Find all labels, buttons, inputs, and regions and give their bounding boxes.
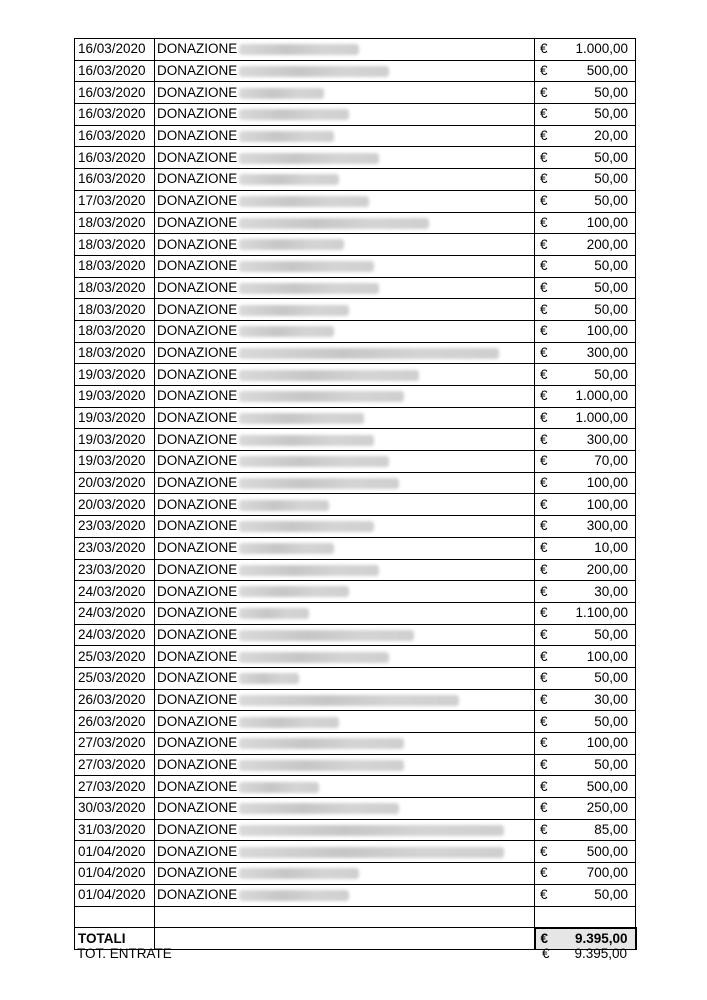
redacted-donor-name [239,131,334,142]
amount-cell: 700,00 [555,863,636,885]
table-row [75,147,636,169]
tot-entrate-currency: € [542,946,550,961]
currency-cell: € [535,711,555,733]
amount-cell: 50,00 [555,884,636,906]
currency-cell: € [535,884,555,906]
table-row [75,711,636,733]
blank-cell [75,906,155,928]
date-cell: 16/03/2020 [75,169,155,191]
table-row [75,342,636,364]
redacted-donor-name [239,847,504,858]
table-row [75,364,636,386]
donation-type: DONAZIONE [157,583,238,599]
currency-cell: € [535,624,555,646]
redacted-donor-name [239,261,374,272]
table-row [75,255,636,277]
currency-cell: € [535,646,555,668]
donation-type: DONAZIONE [157,279,238,295]
amount-cell: 50,00 [555,255,636,277]
donation-type: DONAZIONE [157,670,238,686]
redacted-donor-name [239,630,414,641]
date-cell: 18/03/2020 [75,277,155,299]
table-row [75,125,636,147]
description-cell [155,299,535,321]
redacted-donor-name [239,88,324,99]
table-row [75,581,636,603]
currency-cell: € [535,364,555,386]
table-row [75,819,636,841]
amount-cell: 1.000,00 [555,386,636,408]
redacted-donor-name [239,782,319,793]
description-cell [155,234,535,256]
table-row [75,169,636,191]
date-cell: 27/03/2020 [75,733,155,755]
amount-cell: 50,00 [555,147,636,169]
donation-type: DONAZIONE [157,475,238,491]
table-row [75,104,636,126]
tot-entrate-amount: 9.395,00 [574,946,627,961]
description-cell [155,451,535,473]
table-row [75,82,636,104]
donation-type: DONAZIONE [157,128,238,144]
redacted-donor-name [239,760,404,771]
description-cell [155,104,535,126]
date-cell: 24/03/2020 [75,602,155,624]
description-cell [155,212,535,234]
date-cell: 18/03/2020 [75,212,155,234]
redacted-donor-name [239,456,389,467]
currency-cell: € [535,147,555,169]
currency-cell: € [535,494,555,516]
description-cell [155,754,535,776]
amount-cell: 30,00 [555,689,636,711]
currency-cell: € [535,841,555,863]
donation-type: DONAZIONE [157,757,238,773]
currency-cell: € [535,299,555,321]
date-cell: 16/03/2020 [75,60,155,82]
currency-cell: € [535,82,555,104]
redacted-donor-name [239,500,329,511]
currency-cell: € [535,798,555,820]
table-row [75,798,636,820]
donation-type: DONAZIONE [157,800,238,816]
table-row [75,776,636,798]
currency-cell: € [535,559,555,581]
table-row [75,277,636,299]
date-cell: 16/03/2020 [75,104,155,126]
donation-type: DONAZIONE [157,887,238,903]
redacted-donor-name [239,391,404,402]
currency-cell: € [535,169,555,191]
date-cell: 20/03/2020 [75,494,155,516]
redacted-donor-name [239,825,504,836]
donation-type: DONAZIONE [157,214,238,230]
amount-cell: 50,00 [555,82,636,104]
description-cell [155,494,535,516]
table-row [75,60,636,82]
table-row [75,407,636,429]
table-row [75,386,636,408]
redacted-donor-name [239,174,339,185]
table-row [75,602,636,624]
amount-cell: 50,00 [555,364,636,386]
description-cell [155,364,535,386]
description-cell [155,667,535,689]
redacted-donor-name [239,868,359,879]
date-cell: 01/04/2020 [75,841,155,863]
redacted-donor-name [239,109,349,120]
totals-amount: 9.395,00 [555,928,636,950]
donation-type: DONAZIONE [157,431,238,447]
date-cell: 16/03/2020 [75,125,155,147]
redacted-donor-name [239,153,379,164]
donation-type: DONAZIONE [157,63,238,79]
blank-cell [535,906,555,928]
date-cell: 26/03/2020 [75,711,155,733]
date-cell: 23/03/2020 [75,516,155,538]
description-cell [155,537,535,559]
date-cell: 16/03/2020 [75,147,155,169]
currency-cell: € [535,602,555,624]
donation-type: DONAZIONE [157,735,238,751]
amount-cell: 1.000,00 [555,39,636,61]
amount-cell: 300,00 [555,429,636,451]
blank-cell [555,906,636,928]
description-cell [155,277,535,299]
date-cell: 01/04/2020 [75,884,155,906]
currency-cell: € [535,125,555,147]
donation-type: DONAZIONE [157,822,238,838]
description-cell [155,147,535,169]
redacted-donor-name [239,413,364,424]
redacted-donor-name [239,44,359,55]
redacted-donor-name [239,521,374,532]
date-cell: 18/03/2020 [75,320,155,342]
amount-cell: 30,00 [555,581,636,603]
donation-type: DONAZIONE [157,236,238,252]
description-cell [155,125,535,147]
amount-cell: 50,00 [555,277,636,299]
totals-currency: € [535,928,555,950]
description-cell [155,798,535,820]
donation-type: DONAZIONE [157,843,238,859]
table-row [75,212,636,234]
description-cell [155,646,535,668]
table-row [75,646,636,668]
redacted-donor-name [239,348,499,359]
date-cell: 19/03/2020 [75,364,155,386]
amount-cell: 50,00 [555,711,636,733]
redacted-donor-name [239,218,429,229]
description-cell [155,472,535,494]
description-cell [155,342,535,364]
donation-type: DONAZIONE [157,626,238,642]
description-cell [155,386,535,408]
currency-cell: € [535,667,555,689]
currency-cell: € [535,451,555,473]
amount-cell: 70,00 [555,451,636,473]
amount-cell: 100,00 [555,494,636,516]
redacted-donor-name [239,652,389,663]
description-cell [155,39,535,61]
description-cell [155,407,535,429]
table-row [75,190,636,212]
table-row [75,624,636,646]
amount-cell: 100,00 [555,320,636,342]
redacted-donor-name [239,695,459,706]
redacted-donor-name [239,717,339,728]
totals-spacer [155,928,535,950]
amount-cell: 50,00 [555,190,636,212]
donation-type: DONAZIONE [157,193,238,209]
donation-type: DONAZIONE [157,388,238,404]
amount-cell: 50,00 [555,624,636,646]
amount-cell: 200,00 [555,234,636,256]
amount-cell: 50,00 [555,754,636,776]
currency-cell: € [535,689,555,711]
currency-cell: € [535,104,555,126]
date-cell: 19/03/2020 [75,429,155,451]
donation-type: DONAZIONE [157,453,238,469]
date-cell: 19/03/2020 [75,407,155,429]
description-cell [155,776,535,798]
table-row [75,494,636,516]
donation-type: DONAZIONE [157,865,238,881]
description-cell [155,169,535,191]
donation-type: DONAZIONE [157,778,238,794]
tot-entrate-label: TOT. ENTRATE [77,946,172,961]
date-cell: 23/03/2020 [75,537,155,559]
redacted-donor-name [239,435,374,446]
amount-cell: 100,00 [555,646,636,668]
donation-type: DONAZIONE [157,258,238,274]
date-cell: 25/03/2020 [75,667,155,689]
currency-cell: € [535,819,555,841]
amount-cell: 50,00 [555,667,636,689]
donation-type: DONAZIONE [157,518,238,534]
redacted-donor-name [239,370,419,381]
donation-type: DONAZIONE [157,84,238,100]
description-cell [155,884,535,906]
date-cell: 18/03/2020 [75,234,155,256]
amount-cell: 1.100,00 [555,602,636,624]
currency-cell: € [535,190,555,212]
date-cell: 18/03/2020 [75,255,155,277]
amount-cell: 85,00 [555,819,636,841]
date-cell: 18/03/2020 [75,342,155,364]
table-row [75,689,636,711]
donation-type: DONAZIONE [157,561,238,577]
donation-type: DONAZIONE [157,691,238,707]
table-row [75,299,636,321]
currency-cell: € [535,754,555,776]
donation-type: DONAZIONE [157,496,238,512]
amount-cell: 200,00 [555,559,636,581]
date-cell: 27/03/2020 [75,754,155,776]
table-row [75,472,636,494]
donation-type: DONAZIONE [157,106,238,122]
currency-cell: € [535,776,555,798]
redacted-donor-name [239,326,334,337]
table-row [75,754,636,776]
amount-cell: 100,00 [555,733,636,755]
currency-cell: € [535,429,555,451]
totals-label: TOTALI [75,928,155,950]
donation-type: DONAZIONE [157,323,238,339]
amount-cell: 500,00 [555,841,636,863]
totals-section [75,906,636,950]
description-cell [155,689,535,711]
date-cell: 01/04/2020 [75,863,155,885]
description-cell [155,82,535,104]
currency-cell: € [535,212,555,234]
description-cell [155,841,535,863]
currency-cell: € [535,342,555,364]
table-row [75,537,636,559]
description-cell [155,60,535,82]
donation-type: DONAZIONE [157,605,238,621]
redacted-donor-name [239,586,349,597]
date-cell: 31/03/2020 [75,819,155,841]
table-row [75,39,636,61]
date-cell: 30/03/2020 [75,798,155,820]
description-cell [155,255,535,277]
amount-cell: 50,00 [555,104,636,126]
currency-cell: € [535,255,555,277]
currency-cell: € [535,60,555,82]
donation-type: DONAZIONE [157,344,238,360]
currency-cell: € [535,733,555,755]
redacted-donor-name [239,478,399,489]
table-row [75,451,636,473]
table-row [75,733,636,755]
redacted-donor-name [239,305,349,316]
currency-cell: € [535,472,555,494]
amount-cell: 50,00 [555,299,636,321]
amount-cell: 50,00 [555,169,636,191]
currency-cell: € [535,386,555,408]
amount-cell: 500,00 [555,60,636,82]
currency-cell: € [535,320,555,342]
table-row [75,863,636,885]
redacted-donor-name [239,196,369,207]
description-cell [155,602,535,624]
currency-cell: € [535,407,555,429]
amount-cell: 250,00 [555,798,636,820]
description-cell [155,733,535,755]
donations-table-body [75,39,636,907]
donation-type: DONAZIONE [157,301,238,317]
redacted-donor-name [239,565,379,576]
description-cell [155,863,535,885]
donation-type: DONAZIONE [157,366,238,382]
table-row [75,516,636,538]
table-row [75,559,636,581]
amount-cell: 300,00 [555,516,636,538]
date-cell: 25/03/2020 [75,646,155,668]
redacted-donor-name [239,738,404,749]
description-cell [155,581,535,603]
redacted-donor-name [239,803,399,814]
donation-type: DONAZIONE [157,410,238,426]
description-cell [155,559,535,581]
date-cell: 17/03/2020 [75,190,155,212]
currency-cell: € [535,581,555,603]
blank-row [75,906,636,928]
table-row [75,234,636,256]
date-cell: 23/03/2020 [75,559,155,581]
redacted-donor-name [239,608,309,619]
amount-cell: 1.000,00 [555,407,636,429]
date-cell: 16/03/2020 [75,82,155,104]
donation-type: DONAZIONE [157,41,238,57]
table-row [75,429,636,451]
currency-cell: € [535,39,555,61]
redacted-donor-name [239,283,379,294]
donation-type: DONAZIONE [157,540,238,556]
amount-cell: 100,00 [555,212,636,234]
table-row [75,320,636,342]
redacted-donor-name [239,543,334,554]
amount-cell: 10,00 [555,537,636,559]
redacted-donor-name [239,673,299,684]
currency-cell: € [535,516,555,538]
currency-cell: € [535,537,555,559]
date-cell: 18/03/2020 [75,299,155,321]
table-row [75,841,636,863]
redacted-donor-name [239,239,344,250]
date-cell: 19/03/2020 [75,386,155,408]
amount-cell: 100,00 [555,472,636,494]
amount-cell: 20,00 [555,125,636,147]
currency-cell: € [535,863,555,885]
blank-cell [155,906,535,928]
amount-cell: 300,00 [555,342,636,364]
table-row [75,884,636,906]
description-cell [155,819,535,841]
description-cell [155,516,535,538]
description-cell [155,320,535,342]
date-cell: 16/03/2020 [75,39,155,61]
currency-cell: € [535,234,555,256]
table-row [75,667,636,689]
description-cell [155,190,535,212]
description-cell [155,624,535,646]
amount-cell: 500,00 [555,776,636,798]
currency-cell: € [535,277,555,299]
donation-type: DONAZIONE [157,171,238,187]
description-cell [155,429,535,451]
description-cell [155,711,535,733]
date-cell: 19/03/2020 [75,451,155,473]
donation-type: DONAZIONE [157,149,238,165]
redacted-donor-name [239,66,389,77]
donations-table [74,38,637,950]
date-cell: 20/03/2020 [75,472,155,494]
donation-type: DONAZIONE [157,648,238,664]
date-cell: 24/03/2020 [75,581,155,603]
date-cell: 24/03/2020 [75,624,155,646]
date-cell: 26/03/2020 [75,689,155,711]
redacted-donor-name [239,890,349,901]
donation-type: DONAZIONE [157,713,238,729]
date-cell: 27/03/2020 [75,776,155,798]
